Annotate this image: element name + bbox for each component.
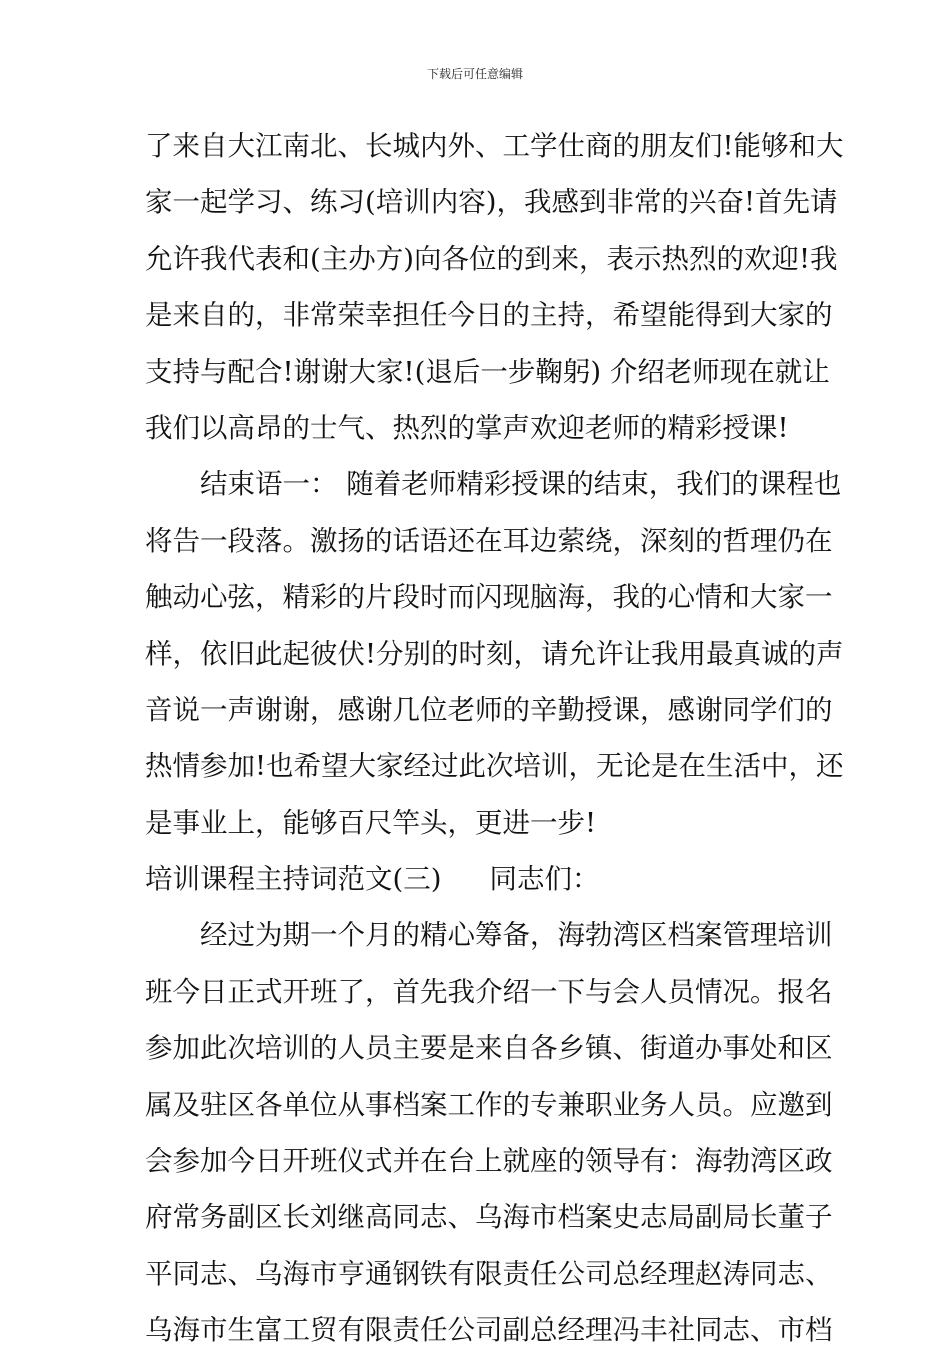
page-header: 下载后可任意编辑 [426, 67, 523, 81]
section-heading [145, 851, 810, 907]
document-body [145, 118, 844, 1359]
text-line: 结束语一： 随着老师精彩授课的结束，我们的课程也 [200, 468, 842, 501]
text-line: 是来自的，非常荣幸担任今日的主持，希望能得到大家的 [145, 299, 833, 332]
text-line: 参加此次培训的人员主要是来自各乡镇、街道办事处和区 [145, 1032, 833, 1065]
text-line: 样，依旧此起彼伏!分别的时刻，请允许让我用最真诚的声 [145, 637, 844, 670]
text-line: 平同志、乌海市亨通钢铁有限责任公司总经理赵涛同志、 [145, 1257, 833, 1290]
text-line: 了来自大江南北、长城内外、工学仕商的朋友们!能够和大 [145, 130, 844, 162]
text-line: 经过为期一个月的精心筹备，海勃湾区档案管理培训 [200, 919, 833, 952]
text-line: 音说一声谢谢，感谢几位老师的辛勤授课，感谢同学们的 [145, 693, 833, 726]
text-line: 家一起学习、练习(培训内容)，我感到非常的兴奋!首先请 [145, 186, 838, 219]
text-line: 会参加今日开班仪式并在台上就座的领导有：海勃湾区政 [145, 1145, 833, 1178]
text-line: 是事业上，能够百尺竿头，更进一步! [145, 806, 597, 839]
text-line: 班今日正式开班了，首先我介绍一下与会人员情况。报名 [145, 975, 833, 1008]
text-line: 允许我代表和(主办方)向各位的到来，表示热烈的欢迎!我 [145, 242, 838, 275]
text-line: 乌海市生富工贸有限责任公司副总经理冯丰社同志、市档 [145, 1314, 833, 1347]
section-title: 培训课程主持词范文(三) [145, 863, 442, 896]
text-line: 热情参加!也希望大家经过此次培训，无论是在生活中，还 [145, 750, 844, 783]
text-line: 将告一段落。激扬的话语还在耳边萦绕，深刻的哲理仍在 [145, 524, 833, 557]
text-line: 触动心弦，精彩的片段时而闪现脑海，我的心情和大家一 [145, 581, 833, 614]
text-line: 府常务副区长刘继高同志、乌海市档案史志局副局长董子 [145, 1201, 833, 1234]
text-line: 我们以高昂的士气、热烈的掌声欢迎老师的精彩授课! [145, 411, 789, 444]
text-line: 属及驻区各单位从事档案工作的专兼职业务人员。应邀到 [145, 1088, 833, 1121]
salutation: 同志们： [489, 863, 600, 896]
text-line: 支持与配合!谢谢大家!(退后一步鞠躬) 介绍老师现在就让 [145, 355, 830, 388]
